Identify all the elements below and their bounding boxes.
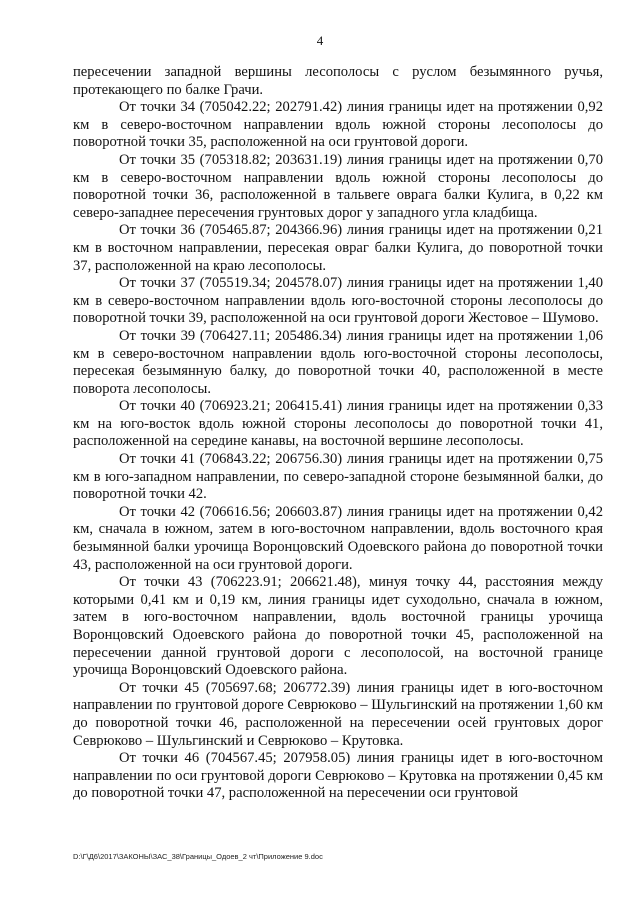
paragraph: От точки 37 (705519.34; 204578.07) линия границы идет на протяжении 1,40 км в северо-восточном направлении вдоль юго-восточной стороны лесополосы до поворотной точки 39, расположенной на оси грунтовой дороги Жестовое – Шумово. — [73, 275, 603, 327]
paragraph: пересечении западной вершины лесополосы с руслом безымянного ручья, протекающего по балке Грачи. — [73, 64, 603, 98]
paragraph: От точки 43 (706223.91; 206621.48), минуя точку 44, расстояния между которыми 0,41 км и 0,19 км, линия границы идет суходольно, сначала в южном, затем в юго-восточном направлении, вдоль восточной границы урочища Воронцовский Одоевского района до поворотной точки 45, расположенной на пересечении данной грунтовой дороги с лесополосой, на восточной границе урочища Воронцовский Одоевского района. — [73, 574, 603, 679]
paragraph: От точки 36 (705465.87; 204366.96) линия границы идет на протяжении 0,21 км в восточном направлении, пересекая овраг балки Кулига, до поворотной точки 37, расположенной на краю лесополосы. — [73, 222, 603, 274]
paragraph: От точки 34 (705042.22; 202791.42) линия границы идет на протяжении 0,92 км в северо-восточном направлении вдоль южной стороны лесополосы до поворотной точки 35, расположенной на оси грунтовой дороги. — [73, 99, 603, 151]
paragraph: От точки 41 (706843.22; 206756.30) линия границы идет на протяжении 0,75 км в юго-западном направлении, по северо-западной стороне безымянной балки, до поворотной точки 42. — [73, 451, 603, 503]
paragraph: От точки 45 (705697.68; 206772.39) линия границы идет в юго-восточном направлении по грунтовой дороге Севрюково – Шульгинский на протяжении 1,60 км до поворотной точки 46, расположенной на пересечении осей грунтовых дорог Севрюково – Шульгинский и Севрюково – Крутовка. — [73, 679, 603, 749]
paragraph: От точки 42 (706616.56; 206603.87) линия границы идет на протяжении 0,42 км, сначала в южном, затем в юго-восточном направлении, вдоль восточного края безымянной балки урочища Воронцовский Одоевского района до поворотной точки 43, расположенной на оси грунтовой дороги. — [73, 503, 603, 573]
paragraph: От точки 40 (706923.21; 206415.41) линия границы идет на протяжении 0,33 км на юго-восток вдоль южной стороны лесополосы до поворотной точки 41, расположенной на середине канавы, на восточной вершине лесополосы. — [73, 398, 603, 450]
page-number: 4 — [316, 33, 324, 48]
footer-file-path: D:\Г\Д6\2017\ЗАКОНЫ\ЗАС_38\Границы_Одоев_2 чт\Приложение 9.doc — [73, 852, 323, 861]
paragraph: От точки 35 (705318.82; 203631.19) линия границы идет на протяжении 0,70 км в северо-восточном направлении вдоль южной стороны лесополосы до поворотной точки 36, расположенной в тальвеге оврага балки Кулига, в 0,22 км северо-западнее пересечения грунтовых дорог у западного угла кладбища. — [73, 151, 603, 221]
paragraph: От точки 39 (706427.11; 205486.34) линия границы идет на протяжении 1,06 км в северо-восточном направлении вдоль юго-восточной стороны лесополосы, пересекая безымянную балку, до поворотной точки 40, расположенной в месте поворота лесополосы. — [73, 327, 603, 397]
paragraph: От точки 46 (704567.45; 207958.05) линия границы идет в юго-восточном направлении по оси грунтовой дороги Севрюково – Крутовка на протяжении 0,45 км до поворотной точки 47, расположенной на пересечении оси грунтовой — [73, 750, 603, 802]
body-text — [73, 64, 603, 803]
